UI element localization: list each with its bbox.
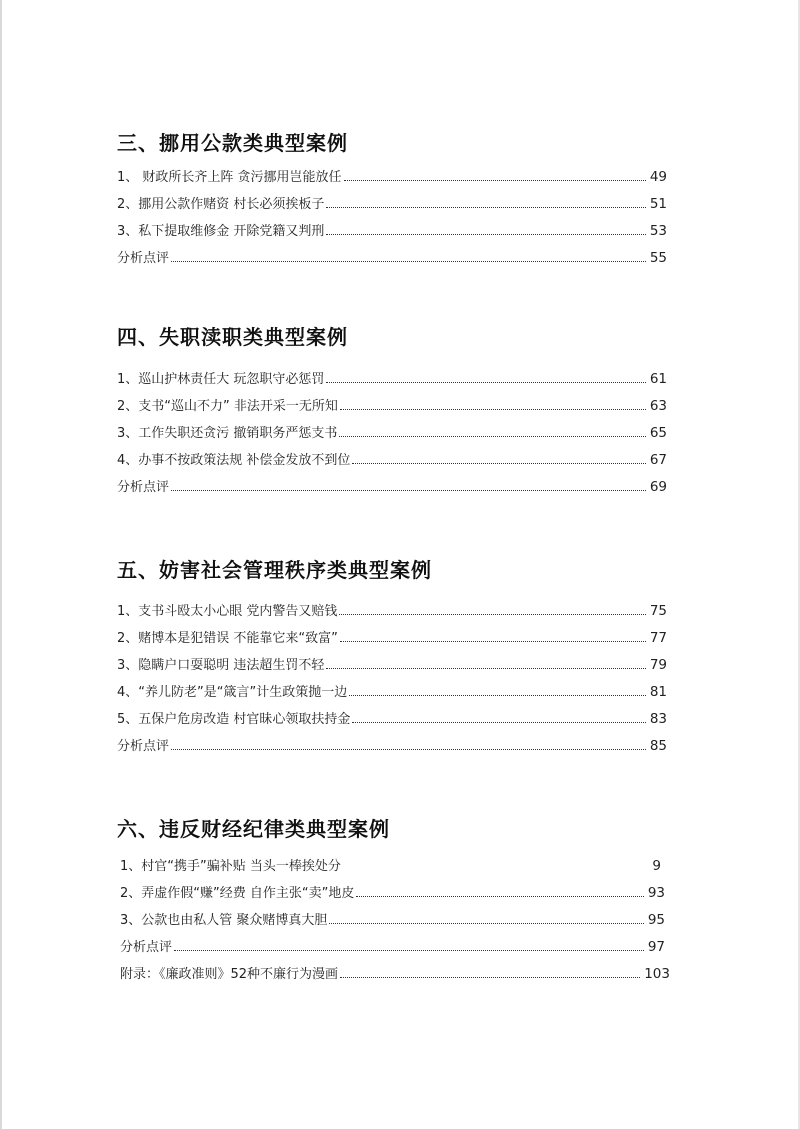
toc-entry[interactable] [117,651,667,673]
toc-entry-label: 3、公款也由私人管 聚众赌博真大胆 [120,913,328,928]
toc-entry[interactable] [117,473,667,495]
toc-entry[interactable] [117,217,667,239]
toc-page-number: 77 [649,630,667,646]
dot-leader [326,667,645,669]
toc-entry-label: 1、巡山护林责任大 玩忽职守必惩罚 [117,372,325,387]
toc-page-number: 103 [644,966,670,982]
toc-page-number: 85 [649,738,667,754]
toc-entry[interactable] [117,597,667,619]
dot-leader [352,462,645,464]
toc-entry-label: 2、赌博本是犯错误 不能靠它来“致富” [117,631,338,646]
toc-page-number: 93 [647,885,665,901]
dot-leader [171,260,646,262]
toc-page-number: 69 [649,479,667,495]
toc-entry[interactable] [120,879,665,901]
toc-page-number: 83 [649,711,667,727]
toc-entry-label: 5、五保户危房改造 村官昧心领取扶持金 [117,712,351,727]
dot-leader [356,895,643,897]
toc-page-number: 79 [649,657,667,673]
toc-entry[interactable] [117,392,667,414]
toc-entry-label: 附录：《廉政准则》52种不廉行为漫画 [120,967,339,982]
dot-leader [339,613,645,615]
toc-page-number: 65 [649,425,667,441]
toc-entry-label: 1、 财政所长齐上阵 贪污挪用岂能放任 [117,170,342,185]
toc-entry[interactable] [117,244,667,266]
toc-page-number: 61 [649,371,667,387]
toc-entry-label: 2、挪用公款作赌资 村长必须挨板子 [117,197,325,212]
dot-leader [340,976,640,978]
toc-entry[interactable] [117,678,667,700]
section-title: 四、失职渎职类典型案例 [117,325,348,349]
toc-entry-label: 4、“养儿防老”是“箴言”计生政策抛一边 [117,685,348,700]
toc-page-number: 9 [652,858,661,874]
toc-entry[interactable] [117,190,667,212]
toc-entry-label: 分析点评 [117,739,170,754]
toc-entry-label: 3、隐瞒户口耍聪明 违法超生罚不轻 [117,658,325,673]
toc-page-number: 55 [649,250,667,266]
toc-entry-label: 2、弄虚作假“赚”经费 自作主张“卖”地皮 [120,886,355,901]
dot-leader [171,489,646,491]
toc-entry[interactable] [117,446,667,468]
toc-page-number: 63 [649,398,667,414]
section-title: 五、妨害社会管理秩序类典型案例 [117,558,432,582]
dot-leader [349,694,646,696]
dot-leader [174,949,644,951]
toc-entry-label: 分析点评 [117,251,170,266]
toc-entry[interactable] [117,705,667,727]
dot-leader [340,408,646,410]
toc-page-number: 51 [649,196,667,212]
toc-entry[interactable] [117,419,667,441]
toc-entry-label: 3、私下提取维修金 开除党籍又判刑 [117,224,325,239]
toc-entry[interactable] [117,365,667,387]
toc-page-number: 95 [647,912,665,928]
dot-leader [326,233,645,235]
toc-entry-label: 分析点评 [117,480,170,495]
toc-page-number: 81 [649,684,667,700]
dot-leader [326,381,645,383]
page-edge [0,0,2,1129]
section-title: 六、违反财经纪律类典型案例 [117,817,390,841]
toc-entry-label: 3、工作失职还贪污 撤销职务严惩支书 [117,426,338,441]
toc-entry-label: 1、支书斗殴太小心眼 党内警告又赔钱 [117,604,338,619]
dot-leader [352,721,645,723]
dot-leader [340,640,646,642]
toc-entry[interactable] [120,960,670,982]
toc-entry[interactable] [120,933,665,955]
toc-page-number: 67 [649,452,667,468]
toc-page-number: 53 [649,223,667,239]
toc-entry[interactable] [117,624,667,646]
dot-leader [339,435,645,437]
toc-page-number: 75 [649,603,667,619]
section-title: 三、挪用公款类典型案例 [117,131,348,155]
toc-entry-label: 1、村官“携手”骗补贴 当头一棒挨处分 [120,859,341,874]
dot-leader [326,206,645,208]
toc-page-number: 97 [647,939,665,955]
toc-page-number: 49 [649,169,667,185]
toc-entry-label: 2、支书“巡山不力” 非法开采一无所知 [117,399,338,414]
dot-leader [343,868,649,870]
toc-entry[interactable] [120,852,665,874]
toc-entry-label: 分析点评 [120,940,173,955]
dot-leader [344,179,646,181]
dot-leader [329,922,643,924]
toc-entry-label: 4、办事不按政策法规 补偿金发放不到位 [117,453,351,468]
toc-entry[interactable] [117,163,667,185]
dot-leader [171,748,646,750]
toc-entry[interactable] [117,732,667,754]
toc-entry[interactable] [120,906,665,928]
